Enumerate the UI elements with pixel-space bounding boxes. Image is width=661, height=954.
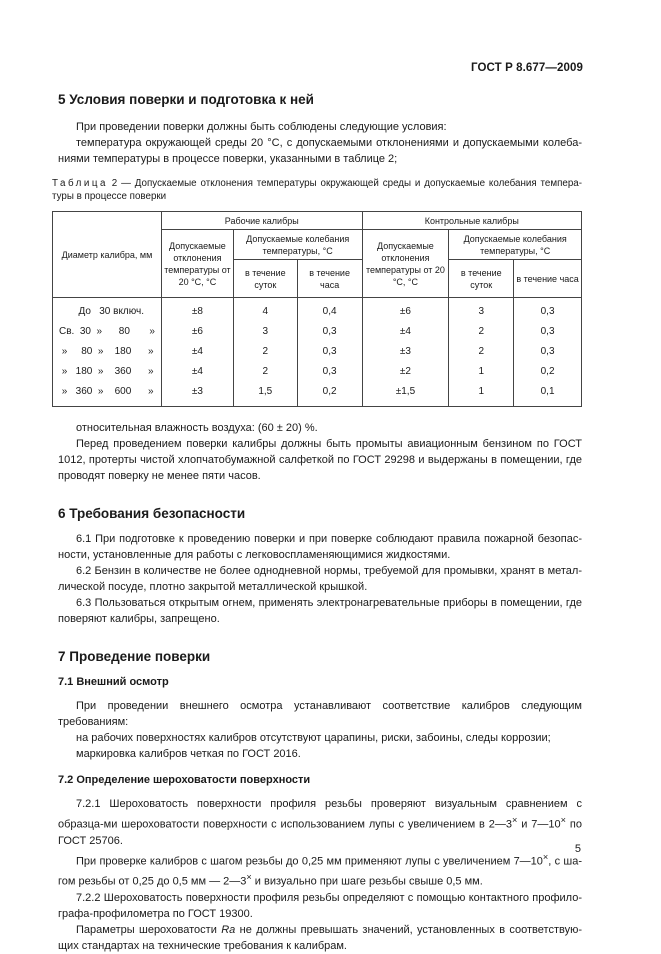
clause-7-2-2: 7.2.2 Шероховатость поверхности профиля резьбы определяют с помощью контактного профило-графа-профилометра по ГОСТ 19300. — [58, 891, 582, 920]
cell-working-day: 3 — [233, 322, 297, 342]
cell-diameter: » 80 » 180 » — [53, 342, 162, 362]
cell-control-hour: 0,3 — [514, 322, 582, 342]
table-row — [53, 362, 582, 382]
table-caption-text: 2 — Допускаемые отклонения температуры окружающей среды и допускаемые колебания темпера-туры в процессе поверки — [52, 178, 582, 202]
cell-control-deviation: ±6 — [362, 298, 449, 323]
clause-7-2-1: 7.2.1 Шероховатость поверхности профиля резьбы проверяют визуальным сравнением с образца-ми шероховатости поверхности с использованием лупы с увеличением в 2—3× и 7—10× по ГОСТ 25706. — [58, 798, 582, 847]
header-working-fluctuation: Допускаемые колебания температуры, °С — [233, 230, 362, 260]
washing-instruction: Перед проведением поверки калибры должны быть промыты авиационным бензином по ГОСТ 1012, протерты чистой хлопчатобумажной салфеткой по ГОСТ 29298 и выдержаны в помещении, где проводят поверку не менее пяти часов. — [58, 438, 582, 482]
section-7-title: 7 Проведение поверки — [58, 649, 211, 664]
header-diameter: Диаметр калибра, мм — [53, 212, 162, 298]
standard-number: ГОСТ Р 8.677—2009 — [471, 62, 583, 74]
header-working-deviation: Допускаемые отклонения температуры от 20 °С, °С — [161, 230, 233, 298]
temperature-condition: температура окружающей среды 20 °С, с допускаемыми отклонениями и допускаемыми колеба-ниями температуры в процессе поверки, указанными в таблице 2; — [58, 137, 582, 165]
header-control-day: в течение суток — [449, 260, 514, 298]
temperature-table — [52, 211, 582, 407]
cell-working-day: 2 — [233, 342, 297, 362]
cell-control-day: 3 — [449, 298, 514, 323]
clause-6-2: 6.2 Бензин в количестве не более однодневной нормы, требуемой для промывки, хранят в метал-лической посуде, плотно закрытой металлической крышкой. — [58, 565, 582, 593]
page-number: 5 — [574, 843, 581, 855]
cell-working-day: 2 — [233, 362, 297, 382]
cell-working-deviation: ±8 — [161, 298, 233, 323]
cell-control-deviation: ±1,5 — [362, 382, 449, 407]
cell-diameter: Св. 30 » 80 » — [53, 322, 162, 342]
cell-control-day: 2 — [449, 322, 514, 342]
cell-control-day: 2 — [449, 342, 514, 362]
table-row — [53, 298, 582, 323]
cell-working-hour: 0,3 — [297, 362, 362, 382]
table-2-caption — [52, 177, 582, 203]
cell-working-hour: 0,2 — [297, 382, 362, 407]
clause-7-1-surfaces: на рабочих поверхностях калибров отсутствуют царапины, риски, забоины, следы коррозии; — [76, 732, 551, 744]
table-row — [53, 342, 582, 362]
page-content — [52, 90, 582, 954]
cell-working-hour: 0,3 — [297, 342, 362, 362]
subsection-7-2-title: 7.2 Определение шероховатости поверхности — [58, 774, 311, 786]
cell-working-deviation: ±4 — [161, 362, 233, 382]
cell-working-day: 1,5 — [233, 382, 297, 407]
header-control-gauges: Контрольные калибры — [362, 212, 581, 230]
cell-working-deviation: ±6 — [161, 322, 233, 342]
cell-diameter: » 180 » 360 » — [53, 362, 162, 382]
cell-control-deviation: ±3 — [362, 342, 449, 362]
header-control-deviation: Допускаемые отклонения температуры от 20 °С, °С — [362, 230, 449, 298]
table-row — [53, 382, 582, 407]
clause-7-1-marking: маркировка калибров четкая по ГОСТ 2016. — [76, 748, 301, 760]
clause-7-2-2-parameters: Параметры шероховатости Ra не должны превышать значений, установленных в соответствую-щих стандартах на технические требования к калибрам. — [58, 923, 582, 952]
clause-7-2-1-magnifier: При проверке калибров с шагом резьбы до 0,25 мм применяют лупы с увеличением 7—10×, с ша-гом резьбы от 0,25 до 0,5 мм — 2—3× и визуально при шаге резьбы свыше 0,5 мм. — [58, 851, 582, 888]
cell-diameter: » 360 » 600 » — [53, 382, 162, 407]
cell-control-day: 1 — [449, 382, 514, 407]
clause-7-1-intro: При проведении внешнего осмотра устанавливают соответствие калибров следующим требованиям: — [58, 700, 582, 728]
cell-control-hour: 0,3 — [514, 298, 582, 323]
clause-6-3: 6.3 Пользоваться открытым огнем, применять электронагревательные приборы в помещении, где поверяют калибры, запрещено. — [58, 597, 582, 625]
cell-control-deviation: ±2 — [362, 362, 449, 382]
cell-control-hour: 0,1 — [514, 382, 582, 407]
header-control-hour: в течение часа — [514, 260, 582, 298]
cell-control-hour: 0,3 — [514, 342, 582, 362]
table-row — [53, 322, 582, 342]
table-label: Таблица — [52, 178, 108, 189]
section-5-title: 5 Условия поверки и подготовка к ней — [58, 92, 314, 107]
cell-working-hour: 0,4 — [297, 298, 362, 323]
cell-control-deviation: ±4 — [362, 322, 449, 342]
section-5-intro: При проведении поверки должны быть соблюдены следующие условия: — [76, 121, 447, 133]
section-6-title: 6 Требования безопасности — [58, 506, 246, 521]
cell-diameter: До 30 включ. — [53, 298, 162, 323]
clause-6-1: 6.1 При подготовке к проведению поверки и при поверке соблюдают правила пожарной безопас-ности, установленные для работы с легковоспламеняющимися жидкостями. — [58, 533, 582, 561]
header-control-fluctuation: Допускаемые колебания температуры, °С — [449, 230, 582, 260]
cell-working-deviation: ±3 — [161, 382, 233, 407]
header-working-day: в течение суток — [233, 260, 297, 298]
ra-parameter: Ra — [221, 923, 236, 936]
cell-working-deviation: ±4 — [161, 342, 233, 362]
cell-working-day: 4 — [233, 298, 297, 323]
subsection-7-1-title: 7.1 Внешний осмотр — [58, 676, 169, 688]
cell-working-hour: 0,3 — [297, 322, 362, 342]
header-working-hour: в течение часа — [297, 260, 362, 298]
cell-control-day: 1 — [449, 362, 514, 382]
cell-control-hour: 0,2 — [514, 362, 582, 382]
header-working-gauges: Рабочие калибры — [161, 212, 362, 230]
humidity-condition: относительная влажность воздуха: (60 ± 20) %. — [76, 422, 318, 434]
